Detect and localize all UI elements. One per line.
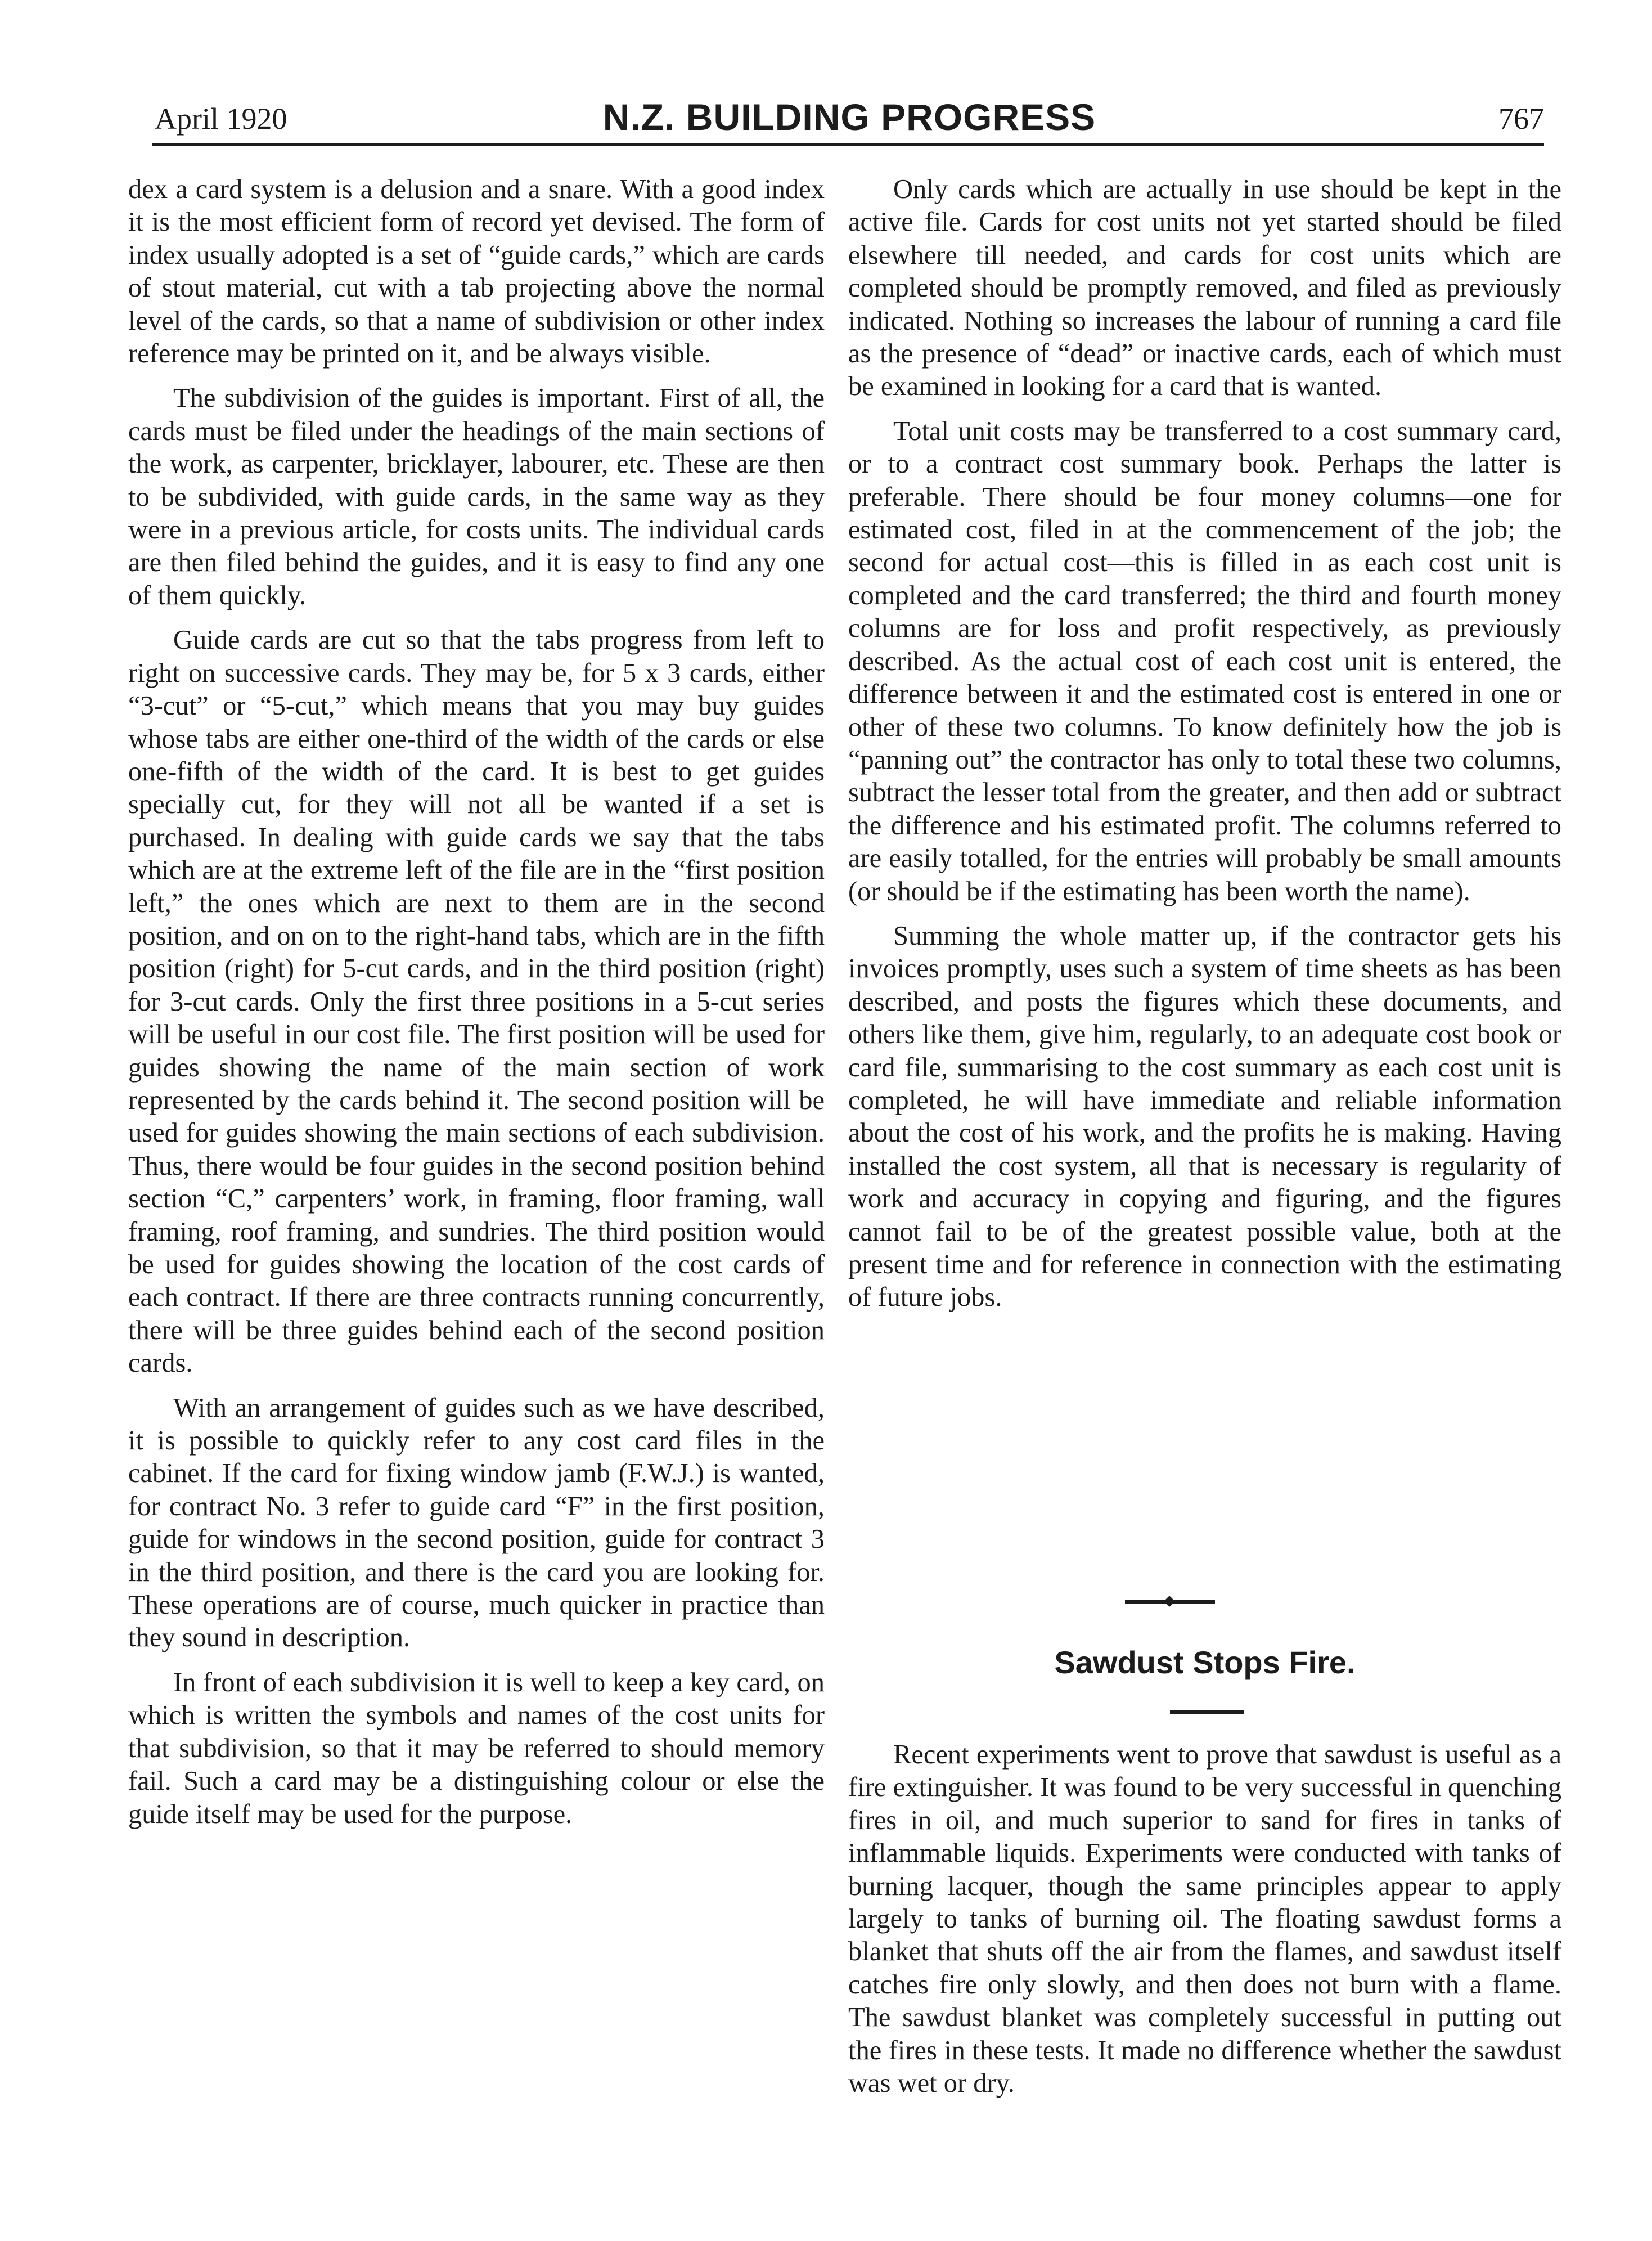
paragraph: Recent experiments went to prove that sawdust is useful as a fire extinguisher. It was found to be very successful in quenching fires in oil, and much superior to sand for fires in tanks of inflammable liquids. Experiments were conducted with tanks of burning lacquer, though the same principles appear to apply largely to tanks of burning oil. The floating sawdust forms a blanket that shuts off the air from the flames, and sawdust itself catches fire only slowly, and then does not burn with a flame. The sawdust blanket was completely successful in putting out the fires in these tests. It made no difference whether the sawdust was wet or dry. (848, 1740, 1561, 2099)
paragraph: In front of each subdivision it is well to keep a key card, on which is written the symbols and names of the cost units for that subdivision, so that it may be referred to should memory fail. Such a card may be a distinguishing colour or else the guide itself may be used for the purpose. (128, 1667, 825, 1829)
paragraph: With an arrangement of guides such as we have described, it is possible to quickly refer to any cost card files in the cabinet. If the card for fixing window jamb (F.W.J.) is wanted, for contract No. 3 refer to guide card “F” in the first position, guide for windows in the second position, guide for contract 3 in the third position, and there is the card you are looking for. These operations are of course, much quicker in practice than they sound in description. (128, 1393, 825, 1653)
paragraph: The subdivision of the guides is important. First of all, the cards must be filed under the headings of the main sections of the work, as carpenter, bricklayer, labourer, etc. These are then to be subdivided, with guide cards, in the same way as they were in a previous article, for costs units. The individual cards are then filed behind the guides, and it is easy to find any one of them quickly. (128, 383, 825, 610)
issue-date: April 1920 (155, 102, 287, 136)
right-column (848, 173, 1561, 1326)
paragraph: dex a card system is a delusion and a snare. With a good index it is the most efficient form of record yet devised. The form of index usually adopted is a set of “guide cards,” which are cards of stout material, cut with a tab projecting above the normal level of the cards, so that a name of subdivision or other index reference may be printed on it, and be always visible. (128, 174, 825, 369)
header-rule (152, 143, 1544, 146)
section-body (848, 1739, 1561, 2112)
left-column (128, 173, 825, 1843)
publication-title: N.Z. BUILDING PROGRESS (602, 96, 1096, 138)
section-heading: Sawdust Stops Fire. (1054, 1645, 1356, 1680)
paragraph: Guide cards are cut so that the tabs progress from left to right on successive cards. They may be, for 5 x 3 cards, either “3-cut” or “5-cut,” which means that you may buy guides whose tabs are either one-third of the width of the cards or else one-fifth of the width of the card. It is best to get guides specially cut, for they will not all be wanted if a set is purchased. In dealing with guide cards we say that the tabs which are at the extreme left of the file are in the “first position left,” the ones which are next to them are in the second position, and on on to the right-hand tabs, which are in the fifth position (right) for 5-cut cards, and in the third position (right) for 3-cut cards. Only the first three positions in a 5-cut series will be useful in our cost file. The first position will be used for guides showing the name of the main section of work represented by the cards behind it. The second position will be used for guides showing the main sections of each subdivision. Thus, there would be four guides in the second position behind section “C,” carpenters’ work, in framing, floor framing, wall framing, roof framing, and sundries. The third position would be used for guides showing the location of the cost cards of each contract. If there are three contracts running concurrently, there will be three guides behind each of the second position cards. (128, 625, 825, 1378)
paragraph: Total unit costs may be transferred to a cost summary card, or to a contract cost summary book. Perhaps the latter is preferable. There should be four money columns—one for estimated cost, filed in at the commencement of the job; the second for actual cost—this is filled in as each cost unit is completed and the card transferred; the third and fourth money columns are for loss and profit respectively, as previously described. As the actual cost of each cost unit is entered, the difference between it and the estimated cost is entered in one or other of these two columns. To know definitely how the job is “panning out” the contractor has only to total these two columns, subtract the lesser total from the greater, and then add or subtract the difference and his estimated profit. The columns referred to are easily totalled, for the entries will probably be small amounts (or should be if the estimating has been worth the name). (848, 416, 1561, 906)
paragraph: Summing the whole matter up, if the contractor gets his invoices promptly, uses such a system of time sheets as has been described, and posts the figures which these documents, and others like them, give him, regularly, to an adequate cost book or card file, summarising to the cost summary as each cost unit is completed, he will have immediate and reliable information about the cost of his work, and the profits he is making. Having installed the cost system, all that is necessary is regularity of work and accuracy in copying and figuring, and the figures cannot fail to be of the greatest possible value, both at the present time and for reference in connection with the estimating of future jobs. (848, 920, 1561, 1313)
paragraph: Only cards which are actually in use should be kept in the active file. Cards for cost units not yet started should be filed elsewhere till needed, and cards for cost units which are completed should be promptly removed, and filed as previously indicated. Nothing so increases the labour of running a card file as the presence of “dead” or inactive cards, each of which must be examined in looking for a card that is wanted. (848, 174, 1561, 402)
divider-ornament (1164, 1596, 1175, 1607)
page-header (155, 96, 1544, 141)
page-number: 767 (1498, 102, 1544, 136)
heading-underline (1170, 1710, 1244, 1714)
